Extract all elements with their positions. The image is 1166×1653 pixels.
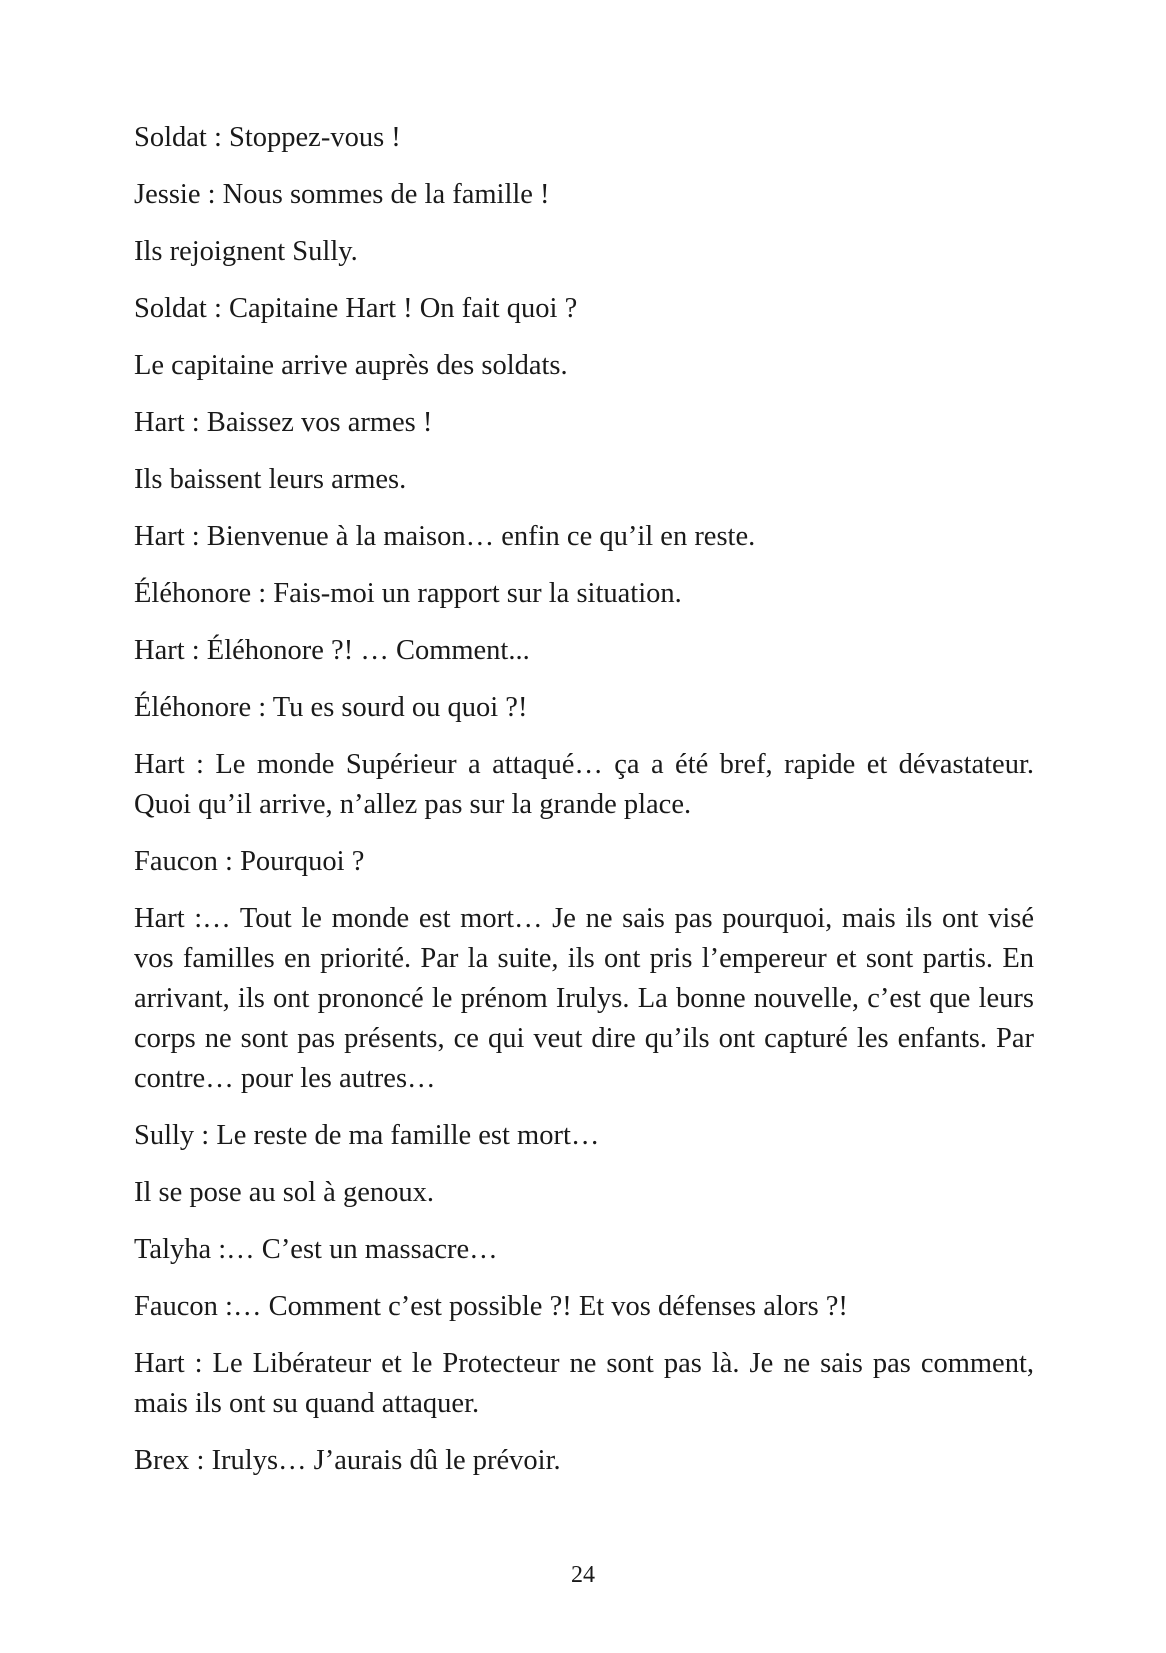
page-number: 24 [571,1562,595,1588]
paragraph: Il se pose au sol à genoux. [134,1177,434,1208]
paragraph: Ils baissent leurs armes. [134,464,407,495]
paragraph: Hart : Éléhonore ?! … Comment... [134,635,530,666]
paragraph: Soldat : Capitaine Hart ! On fait quoi ? [134,293,578,324]
paragraph: Soldat : Stoppez-vous ! [134,122,401,153]
paragraph: Hart : Bienvenue à la maison… enfin ce qu’il en reste. [134,521,756,552]
paragraph: Hart : Le Libérateur et le Protecteur ne sont pas là. Je ne sais pas comment, mais ils ont su quand attaquer. [134,1348,1034,1419]
paragraph: Éléhonore : Fais-moi un rapport sur la situation. [134,578,682,609]
paragraph: Faucon : Pourquoi ? [134,846,365,877]
paragraph: Ils rejoignent Sully. [134,236,358,267]
paragraph: Brex : Irulys… J’aurais dû le prévoir. [134,1445,561,1476]
paragraph: Sully : Le reste de ma famille est mort… [134,1120,600,1151]
paragraph: Jessie : Nous sommes de la famille ! [134,179,550,210]
paragraph: Éléhonore : Tu es sourd ou quoi ?! [134,692,528,723]
paragraph: Hart :… Tout le monde est mort… Je ne sais pas pourquoi, mais ils ont visé vos familles en priorité. Par la suite, ils ont pris l’empereur et sont partis. En arrivant, ils ont prononcé le prénom Irulys. La bonne nouvelle, c’est que leurs corps ne sont pas présents, ce qui veut dire qu’ils ont capturé les enfants. Par contre… pour les autres… [134,903,1034,1094]
page-body [134,118,1034,1498]
paragraph: Faucon :… Comment c’est possible ?! Et vos défenses alors ?! [134,1291,848,1322]
paragraph: Le capitaine arrive auprès des soldats. [134,350,568,381]
paragraph: Talyha :… C’est un massacre… [134,1234,498,1265]
paragraph: Hart : Le monde Supérieur a attaqué… ça a été bref, rapide et dévastateur. Quoi qu’il arrive, n’allez pas sur la grande place. [134,749,1034,820]
paragraph: Hart : Baissez vos armes ! [134,407,433,438]
